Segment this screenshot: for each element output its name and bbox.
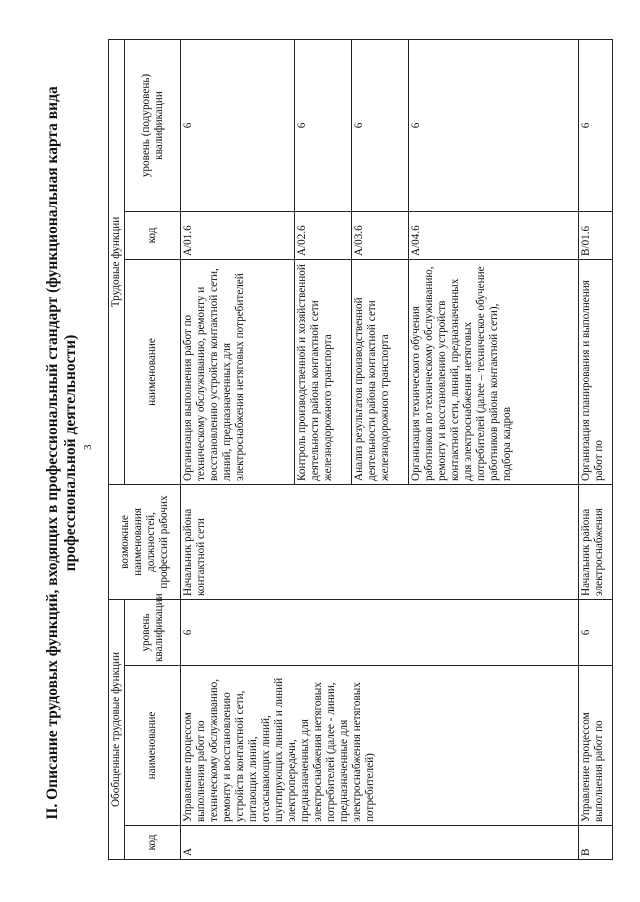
header-name: наименование <box>125 666 181 826</box>
group-b-positions: Начальник района электроснабжения <box>579 485 613 600</box>
header-generalized-functions: Обобщенные трудовые функции <box>109 600 125 860</box>
header-sub-row <box>125 40 181 860</box>
group-b-code: В <box>579 826 613 860</box>
title-line-2: профессиональной деятельности) <box>62 334 79 572</box>
group-a-name: Управление процессом выполнения работ по техническому обслуживанию, ремонту и восстановлению устройств контактной сети, питающих линий, отсасывающих линий, шунтирующих линий и линий электропередачи, предназначенных для электроснабжения нетяговых потребителей (далее - линии, предназначенные для электроснабжения нетяговых потребителей) <box>181 666 579 826</box>
header-level: уровень квалификации <box>125 600 181 666</box>
page-title <box>44 44 80 862</box>
header-labor-functions: Трудовые функции <box>109 40 125 485</box>
header-possible-positions: возможные наименования должностей, профессий рабочих <box>109 485 181 600</box>
page-number: 3 <box>82 444 94 450</box>
function-name: Организация технического обучения работников по техническому обслуживанию, ремонту и восстановлению устройств контактной сети, линий, предназначенных для электроснабжения нетяговых потребителей (далее – техническое обучение работников района контактной сети), подбора кадров <box>409 260 579 485</box>
functional-map-table <box>108 39 613 860</box>
function-code: B/01.6 <box>579 212 613 260</box>
table-row <box>181 40 295 860</box>
function-code: A/04.6 <box>409 212 579 260</box>
group-a-positions: Начальник района контактной сети <box>181 485 579 600</box>
group-a-level: 6 <box>181 600 579 666</box>
function-level: 6 <box>579 40 613 212</box>
function-code: A/01.6 <box>181 212 295 260</box>
header-code: код <box>125 826 181 860</box>
function-level: 6 <box>352 40 409 212</box>
function-level: 6 <box>181 40 295 212</box>
table-row <box>579 40 613 860</box>
function-code: A/03.6 <box>352 212 409 260</box>
header-function-level: уровень (подуровень) квалификации <box>125 40 181 212</box>
title-line-1: II. Описание трудовых функций, входящих в профессиональный стандарт (функциональная карта вида <box>44 86 61 820</box>
header-function-code: код <box>125 212 181 260</box>
group-b-level: 6 <box>579 600 613 666</box>
function-name: Анализ результатов производственной деятельности района контактной сети железнодорожного транспорта <box>352 260 409 485</box>
header-group-row <box>109 40 125 860</box>
function-name: Контроль производственной и хозяйственной деятельности района контактной сети железнодорожного транспорта <box>295 260 352 485</box>
function-name: Организация выполнения работ по техническому обслуживанию, ремонту и восстановлению устройств контактной сети, линий, предназначенных для электроснабжения нетяговых потребителей <box>181 260 295 485</box>
function-name: Организация планирования и выполнения работ по <box>579 260 613 485</box>
function-code: A/02.6 <box>295 212 352 260</box>
group-a-code: А <box>181 826 579 860</box>
header-function-name: наименование <box>125 260 181 485</box>
group-b-name: Управление процессом выполнения работ по <box>579 666 613 826</box>
function-level: 6 <box>295 40 352 212</box>
function-level: 6 <box>409 40 579 212</box>
